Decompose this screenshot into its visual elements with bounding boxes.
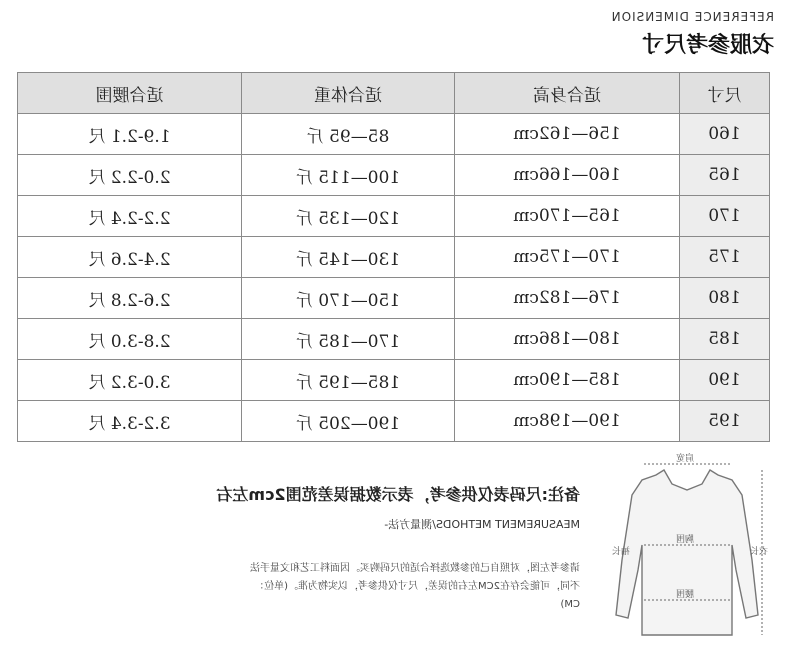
size-cell: 165 (680, 155, 770, 196)
table-header-row (18, 73, 770, 114)
weight-cell: 170—185 斤 (242, 319, 455, 360)
size-cell: 170 (680, 196, 770, 237)
shoulder-label: 肩宽 (675, 454, 694, 464)
chinese-title: 衣服参考尺寸 (641, 33, 774, 58)
waist-cell: 2.8-3.0 尺 (18, 319, 242, 360)
weight-cell: 190—205 斤 (242, 401, 455, 442)
height-cell: 190—198cm (455, 401, 680, 442)
table-row (18, 360, 770, 401)
table-row (18, 319, 770, 360)
height-cell: 176—182cm (455, 278, 680, 319)
size-cell: 180 (680, 278, 770, 319)
table-row (18, 401, 770, 442)
waist-cell: 3.0-3.2 尺 (18, 360, 242, 401)
waist-cell: 1.9-2.1 尺 (18, 114, 242, 155)
table-row (18, 196, 770, 237)
height-cell: 180—186cm (455, 319, 680, 360)
column-header-height: 适合身高 (455, 73, 680, 114)
description-line: 请参考左图，对照自己的参数选择合适的尺码购买。因面料工艺和文量手法 (250, 563, 580, 574)
column-header-waist: 适合腰围 (18, 73, 242, 114)
garment-outline (616, 470, 758, 635)
waist-cell: 2.0-2.2 尺 (18, 155, 242, 196)
height-cell: 170—175cm (455, 237, 680, 278)
waist-cell: 2.4-2.6 尺 (18, 237, 242, 278)
size-cell: 175 (680, 237, 770, 278)
size-cell: 185 (680, 319, 770, 360)
waist-cell: 2.6-2.8 尺 (18, 278, 242, 319)
height-cell: 185—190cm (455, 360, 680, 401)
size-cell: 190 (680, 360, 770, 401)
garment-measurement-diagram (605, 450, 770, 645)
column-header-size: 尺寸 (680, 73, 770, 114)
sleeve-label: 袖长 (611, 547, 630, 557)
height-cell: 160—166cm (455, 155, 680, 196)
table-row (18, 155, 770, 196)
size-cell: 195 (680, 401, 770, 442)
waist-label: 腰围 (675, 590, 694, 600)
column-header-weight: 适合体重 (242, 73, 455, 114)
measurement-description (240, 560, 580, 614)
waist-cell: 2.2-2.4 尺 (18, 196, 242, 237)
chest-label: 胸围 (675, 535, 694, 545)
height-cell: 156—162cm (455, 114, 680, 155)
weight-cell: 120—135 斤 (242, 196, 455, 237)
waist-cell: 3.2-3.4 尺 (18, 401, 242, 442)
length-label: 衣长 (749, 547, 768, 557)
description-line: 不同，可能会存在2CM左右的误差，尺寸仅供参考，以实物为准。(单位：CM) (254, 581, 580, 610)
remark-text: 备注:尺码表仅供参考，表示数据误差范围2cm左右 (216, 485, 580, 504)
header (0, 0, 790, 70)
table-row (18, 237, 770, 278)
weight-cell: 85—95 斤 (242, 114, 455, 155)
measurement-method-title: MEASUREMENT METHODS/测量方法- (384, 518, 580, 531)
size-cell: 160 (680, 114, 770, 155)
table-row (18, 114, 770, 155)
weight-cell: 130—145 斤 (242, 237, 455, 278)
weight-cell: 185—195 斤 (242, 360, 455, 401)
weight-cell: 150—170 斤 (242, 278, 455, 319)
english-title: REFERENCE DIMENSION (610, 10, 774, 24)
size-table (17, 72, 770, 442)
height-cell: 165—170cm (455, 196, 680, 237)
table-row (18, 278, 770, 319)
weight-cell: 100—115 斤 (242, 155, 455, 196)
